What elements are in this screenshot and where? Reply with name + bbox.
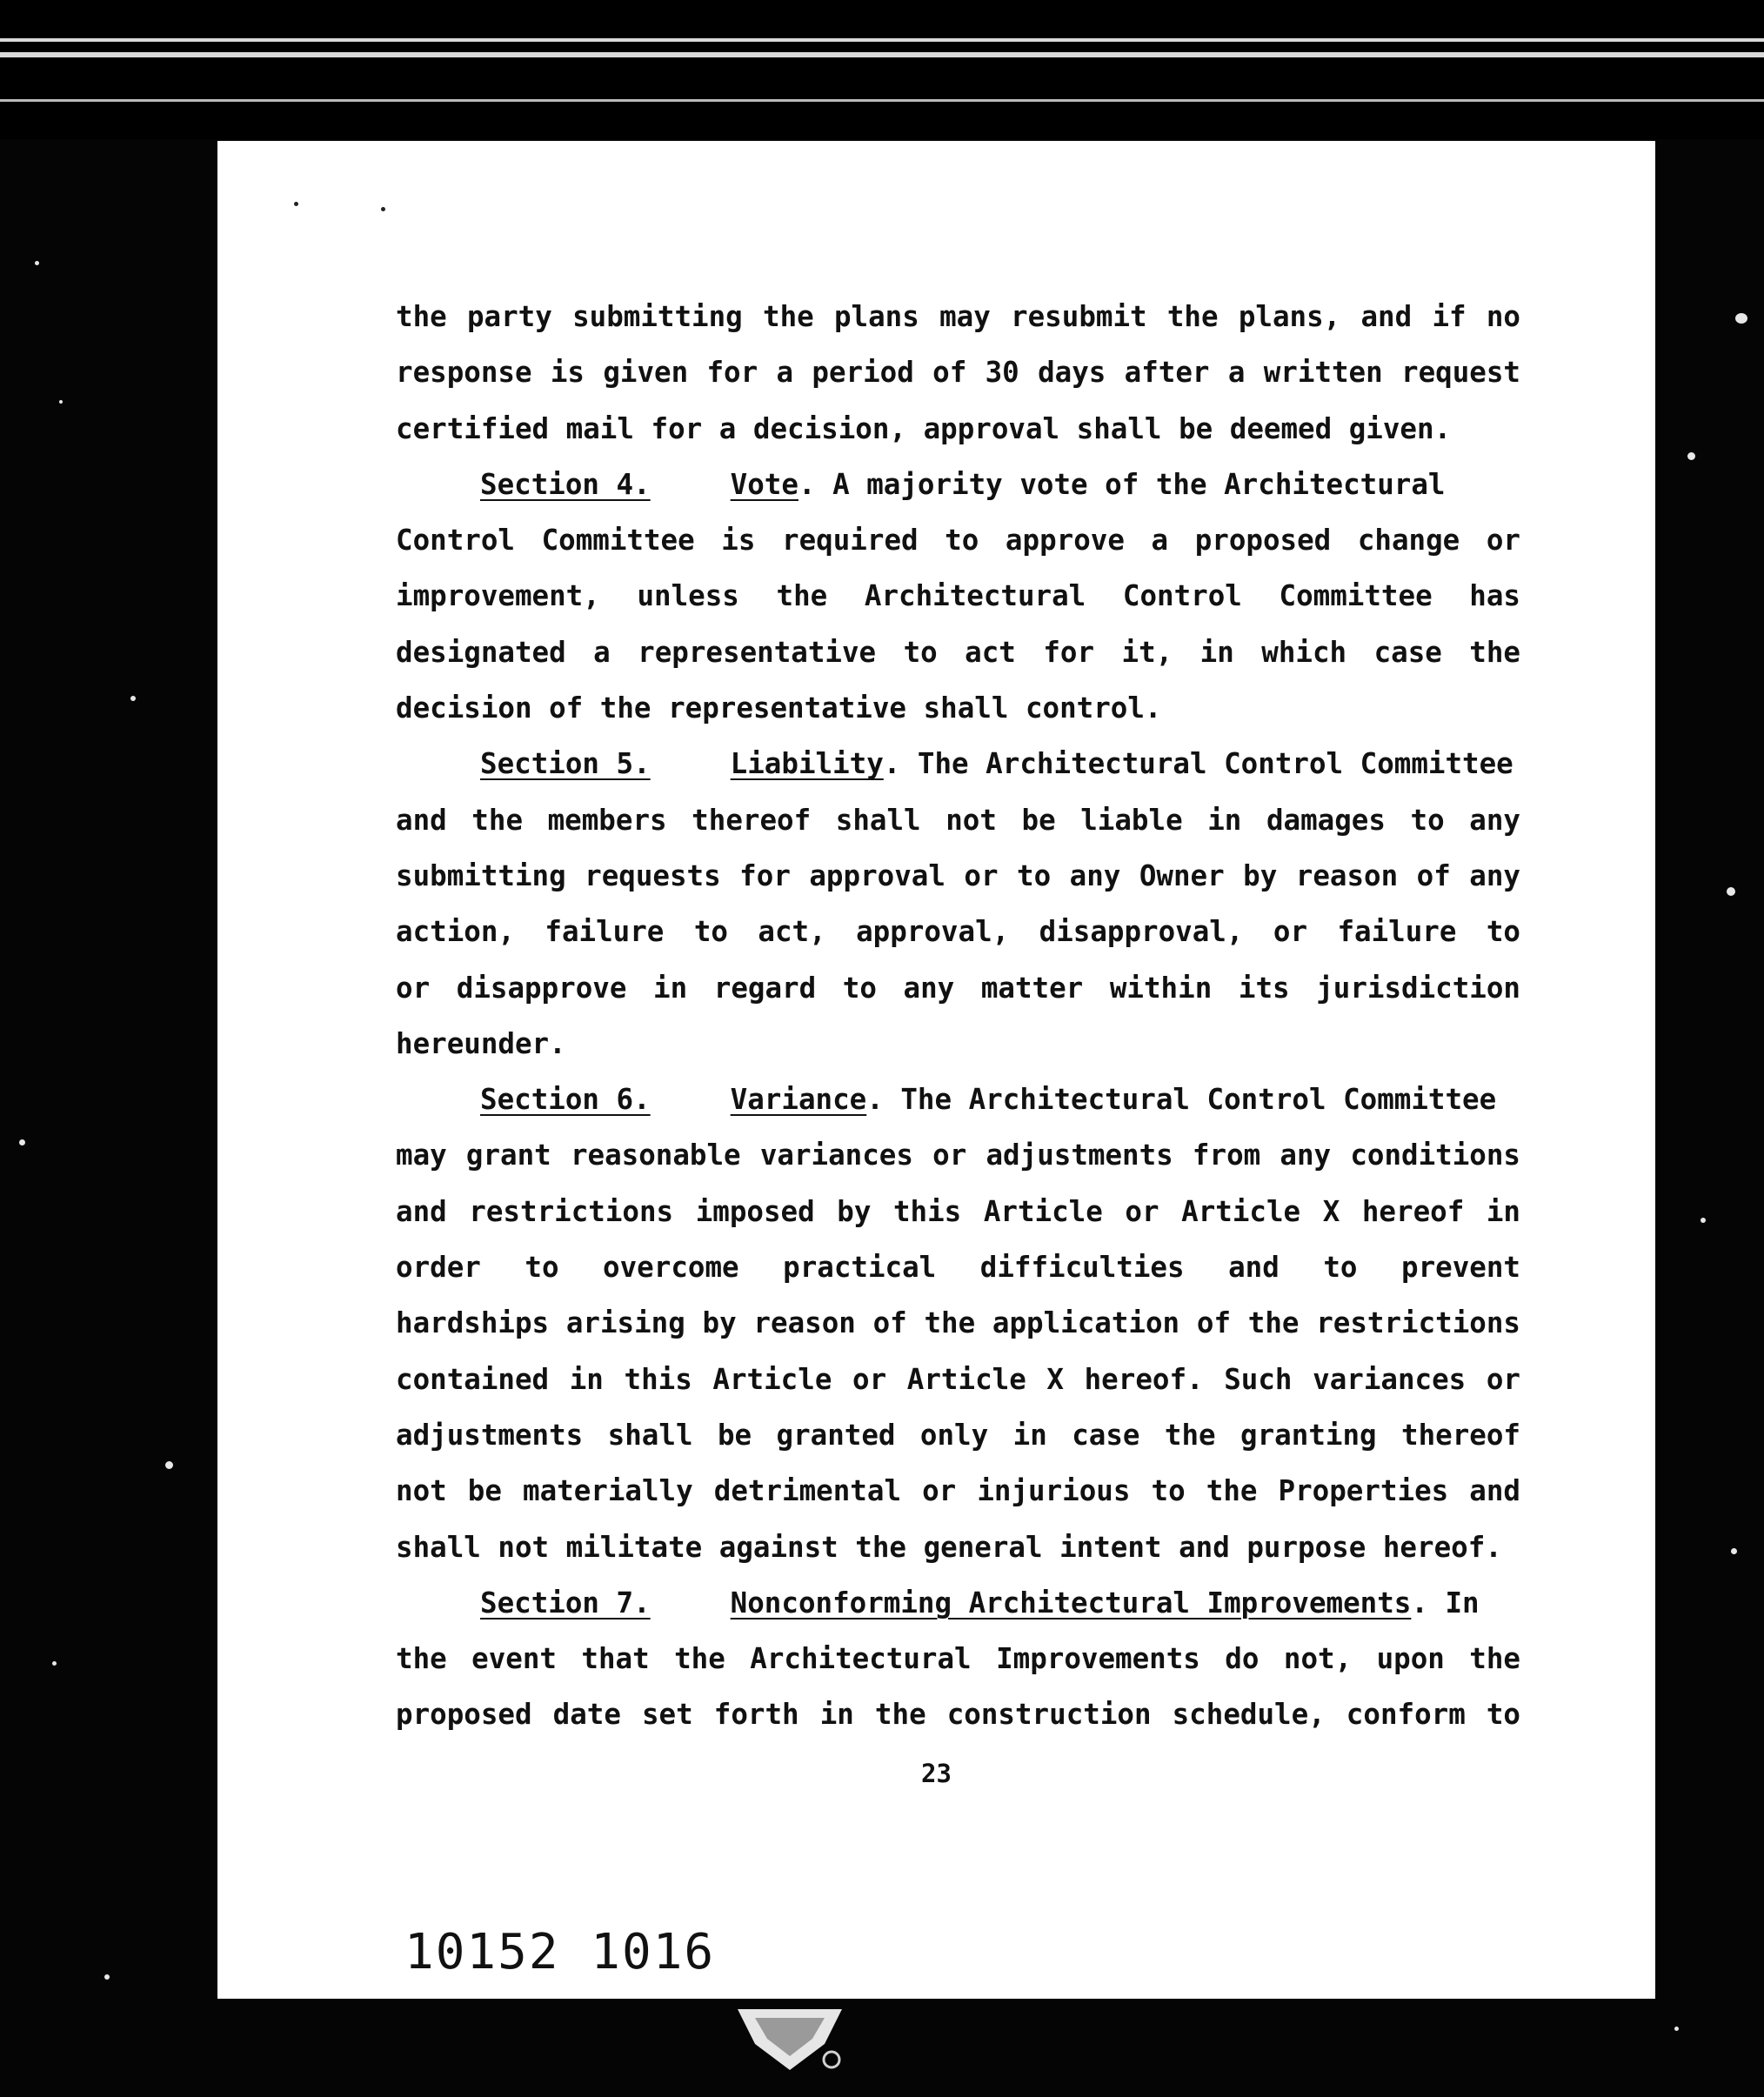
document-page [217, 141, 1655, 1999]
section-6-first-line: . The Architectural Control Committee [866, 1083, 1497, 1117]
scan-speck [1735, 313, 1747, 324]
section-4-line: Control Committee is required to approve a proposed change or [396, 524, 1520, 558]
section-5-line: and the members thereof shall not be liable in damages to any [396, 803, 1520, 837]
section-4-line: decision of the representative shall control. [396, 691, 1162, 725]
section-5-label: Section 5. [480, 747, 651, 781]
section-6-line: order to overcome practical difficulties and to prevent [396, 1251, 1520, 1285]
scan-speck [104, 1974, 110, 1980]
section-5-line: submitting requests for approval or to any Owner by reason of any [396, 858, 1520, 892]
section-6-line: adjustments shall be granted only in case the granting thereof [396, 1418, 1520, 1452]
section-6-label: Section 6. [480, 1083, 651, 1117]
page-number: 23 [921, 1759, 952, 1788]
section-4-first-line: . A majority vote of the Architectural [798, 467, 1446, 501]
scan-speck [1731, 1548, 1737, 1554]
scan-speck [1674, 2027, 1679, 2031]
scan-speck [52, 1661, 57, 1666]
section-7-title: Nonconforming Architectural Improvements [730, 1586, 1412, 1619]
section-5-line: or disapprove in regard to any matter within its jurisdiction [396, 971, 1520, 1005]
section-5-line: hereunder. [396, 1026, 566, 1060]
scan-speck [1701, 1218, 1706, 1223]
section-6-line: not be materially detrimental or injurious to the Properties and [396, 1474, 1520, 1508]
page-speck [381, 207, 385, 211]
section-4-title: Vote [730, 467, 798, 501]
body-line: response is given for a period of 30 days after a written request [396, 356, 1520, 390]
section-7-label: Section 7. [480, 1586, 651, 1619]
page-speck [294, 202, 298, 206]
document-body [396, 289, 1520, 1743]
scan-line-2 [0, 52, 1764, 57]
section-6-line: may grant reasonable variances or adjustments from any conditions [396, 1139, 1520, 1172]
body-line: the party submitting the plans may resubmit the plans, and if no [396, 300, 1520, 333]
section-5-line: action, failure to act, approval, disapproval, or failure to [396, 915, 1520, 949]
section-4-line: designated a representative to act for it, in which case the [396, 635, 1520, 669]
section-4-line: improvement, unless the Architectural Control Committee has [396, 579, 1520, 613]
section-7-first-line: . In [1411, 1586, 1480, 1619]
scan-line-3 [0, 99, 1764, 102]
document-stamp-number: 10152 1016 [404, 1924, 716, 1980]
scan-speck [1687, 452, 1695, 460]
scan-speck [130, 696, 136, 701]
scan-top-border [0, 0, 1764, 139]
section-6-line: contained in this Article or Article X hereof. Such variances or [396, 1362, 1520, 1396]
section-5-title: Liability [730, 747, 884, 781]
section-7-line: proposed date set forth in the construction schedule, conform to [396, 1698, 1520, 1732]
section-4-label: Section 4. [480, 467, 651, 501]
section-6-line: and restrictions imposed by this Article or Article X hereof in [396, 1194, 1520, 1228]
section-7-heading-line [396, 1575, 1520, 1631]
section-5-first-line: . The Architectural Control Committee [883, 747, 1513, 781]
body-line: certified mail for a decision, approval shall be deemed given. [396, 411, 1452, 445]
section-6-title: Variance [730, 1083, 867, 1117]
scan-speck [35, 261, 39, 265]
section-5-heading-line [396, 736, 1520, 791]
scan-line-1 [0, 38, 1764, 42]
seal-icon [729, 1999, 851, 2077]
section-4-heading-line [396, 457, 1520, 512]
section-6-line: hardships arising by reason of the application of the restrictions [396, 1306, 1520, 1340]
scan-speck [59, 400, 63, 404]
scan-speck [19, 1139, 25, 1145]
section-6-line: shall not militate against the general intent and purpose hereof. [396, 1530, 1502, 1564]
section-7-line: the event that the Architectural Improvements do not, upon the [396, 1642, 1520, 1676]
section-6-heading-line [396, 1072, 1520, 1127]
scan-speck [165, 1461, 173, 1469]
scan-speck [1727, 887, 1735, 896]
